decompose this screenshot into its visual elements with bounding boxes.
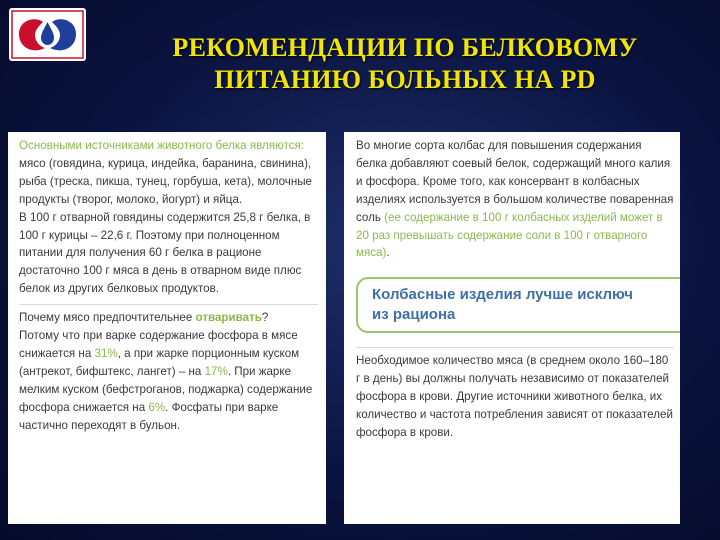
question-suffix: ? <box>261 311 269 325</box>
meat-quantity-paragraph: Необходимое количество мяса (в среднем около 160–180 г в день) вы должны получать независимо от показателей фосфора в крови. Другие источники животного белка, их количество и частота потребления зависят от показателей фосфора в крови. <box>356 354 673 439</box>
percent-17: 17% <box>204 364 228 378</box>
page-title <box>110 32 700 96</box>
title-line-2: ПИТАНИЮ БОЛЬНЫХ НА PD <box>214 65 596 94</box>
phosphorus-reduction-paragraph <box>19 327 318 434</box>
sources-heading: Основными источниками животного белка являются: <box>19 139 304 152</box>
sources-text: мясо (говядина, курица, индейка, баранина, свинина), рыба (треска, пикша, тунец, горбуша, кета), молочные продукты (творог, молоко, йогурт) и яйца. <box>19 156 313 206</box>
callout-line-2: из рациона <box>372 306 456 324</box>
sausage-text: Во многие сорта колбас для повышения содержания белка добавляют соевый белок, содержащий много калия и фосфора. Кроме того, как консервант в колбасных изделиях используется в большом количестве поваренная соль <box>356 139 674 224</box>
exclude-sausage-callout <box>356 277 680 333</box>
question-prefix: Почему мясо предпочтительнее <box>19 311 196 325</box>
left-text-panel <box>8 132 326 524</box>
percent-31: 31% <box>94 346 118 360</box>
sausage-soy-paragraph <box>356 137 674 262</box>
logo-graphic <box>9 8 86 61</box>
phosphorus-text-d: . Фосфаты при варке частично переходят в бульон. <box>19 400 279 432</box>
question-highlight: отваривать <box>195 311 262 325</box>
salt-content-highlight: (ее содержание в 100 г колбасных изделий может в 20 раз превышать содержание соли в 100 г отварного мяса) <box>356 210 663 260</box>
sausage-text-end: . <box>386 246 390 260</box>
phosphorus-text-c: . При жарке мелким куском (бефстроганов, поджарка) содержание фосфора снижается на <box>19 364 313 414</box>
divider <box>19 304 318 305</box>
divider <box>356 347 674 348</box>
title-line-1: РЕКОМЕНДАЦИИ ПО БЕЛКОВОМУ <box>172 33 638 62</box>
right-text-panel <box>344 132 680 524</box>
why-boil-question <box>19 309 318 327</box>
kidney-drop-logo-icon <box>9 8 86 61</box>
phosphorus-text-a: Потому что при варке содержание фосфора в мясе снижается на <box>19 329 298 360</box>
callout-line-1: Колбасные изделия лучше исключ <box>372 286 633 304</box>
animal-protein-sources-paragraph <box>19 137 318 209</box>
beef-chicken-protein-paragraph: В 100 г отварной говядины содержится 25,8 г белка, в 100 г курицы – 22,6 г. Поэтому при полноценном питании для получения 60 г белка в рационе достаточно 100 г мяса в день в отварном виде плюс белок из других белковых продуктов. <box>19 210 311 296</box>
phosphorus-text-b: , а при жарке порционным куском (антрекот, бифштекс, лангет) – на <box>19 346 300 378</box>
percent-6: 6% <box>148 400 166 414</box>
